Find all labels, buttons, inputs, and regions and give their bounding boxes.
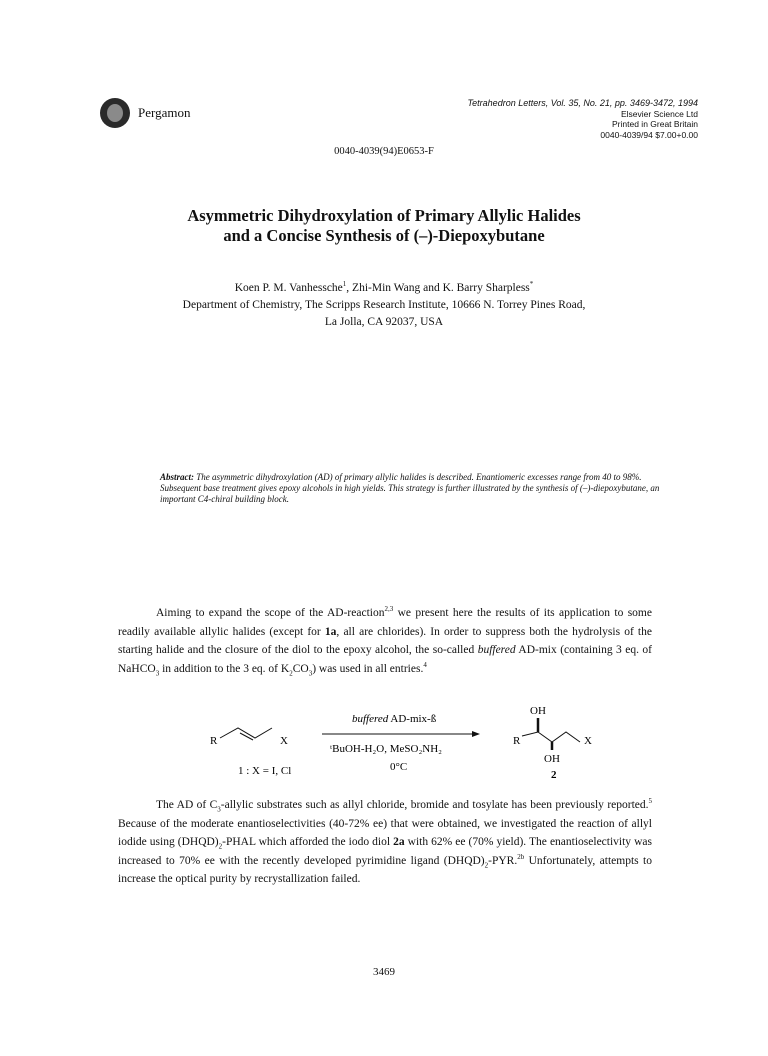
product-skeleton xyxy=(522,732,580,742)
p2-compound-2a: 2a xyxy=(393,836,405,848)
affiliation-line-1: Department of Chemistry, The Scripps Research Institute, 10666 N. Torrey Pines Road, xyxy=(182,299,586,311)
p1-sub-3: 3 xyxy=(308,668,313,677)
affiliation-line-2: La Jolla, CA 92037, USA xyxy=(324,316,444,328)
p1-sub-2: 2 xyxy=(289,668,293,677)
author-footnote-mark: 1 xyxy=(342,280,347,289)
reactant-x-label: X xyxy=(280,735,288,747)
reagent-temperature: 0°C xyxy=(390,761,408,773)
product-label: 2 xyxy=(551,769,557,781)
p2-sub-3: 2 xyxy=(484,860,489,869)
p1-italic: buffered xyxy=(477,644,516,656)
p2-sub-1: 3 xyxy=(217,805,221,814)
p1-text-a: Aiming to expand the scope of the AD-reaction xyxy=(156,607,385,619)
author-rest: , Zhi-Min Wang and K. Barry Sharpless xyxy=(346,282,530,294)
journal-publisher: Elsevier Science Ltd xyxy=(620,108,698,119)
reagent-buffered: buffered xyxy=(352,713,389,725)
journal-price: 0040-4039/94 $7.00+0.00 xyxy=(600,129,698,140)
p2-ref-2: 2b xyxy=(517,852,525,861)
p1-text-e: in addition to the 3 eq. of K xyxy=(159,662,290,675)
p1-ref-1: 2,3 xyxy=(384,605,394,614)
reactant-r-label: R xyxy=(210,735,218,747)
author-block xyxy=(0,280,768,331)
author-list xyxy=(0,280,768,297)
journal-citation: Tetrahedron Letters, Vol. 35, No. 21, pp. 3469-3472, 1994 xyxy=(467,98,698,108)
title-line-1: Asymmetric Dihydroxylation of Primary Allylic Halides xyxy=(187,206,581,225)
author-first: Koen P. M. Vanhessche xyxy=(234,282,343,294)
abstract xyxy=(160,472,680,505)
p1-sub-1: 3 xyxy=(155,668,160,677)
article-title xyxy=(0,206,768,246)
product-oh-top: OH xyxy=(530,705,546,717)
p2-text-g: Unfortunately, attempts to increase the optical purity by recrystallization failed. xyxy=(118,854,652,885)
p2-text-f: -PYR. xyxy=(488,854,518,867)
title-line-2: and a Concise Synthesis of (–)-Diepoxybutane xyxy=(223,226,545,245)
p2-text-d: -PHAL which afforded the iodo diol xyxy=(222,836,394,848)
p2-sub-2: 2 xyxy=(218,842,223,851)
p2-text-a: The AD of C xyxy=(156,799,218,811)
product-r-label: R xyxy=(513,735,521,747)
p2-text-c: Because of the moderate enantioselectivities (40-72% ee) that were obtained, we investigated the reaction of allyl iodide using (DHQD) xyxy=(118,817,652,848)
p1-text-b: we present here the results of its application to some readily available allylic halides (except for xyxy=(118,607,652,638)
journal-printed: Printed in Great Britain xyxy=(612,119,698,129)
doi: 0040-4039(94)E0653-F xyxy=(334,146,434,157)
arrow-head xyxy=(472,731,480,737)
p2-ref-1: 5 xyxy=(648,797,653,806)
product-oh-bottom: OH xyxy=(544,753,560,765)
p1-compound-1a: 1a xyxy=(324,625,337,638)
corresponding-mark: * xyxy=(529,280,534,289)
publisher-name: Pergamon xyxy=(138,105,191,120)
reactant-label: 1 : X = I, Cl xyxy=(238,765,292,777)
reactant-double-bond xyxy=(240,733,253,740)
abstract-label: Abstract: xyxy=(160,472,195,482)
reagent-admix: AD-mix-ß xyxy=(388,713,437,725)
p1-text-d: AD-mix (containing 3 eq. of NaHCO xyxy=(118,644,652,675)
p1-text-f: CO xyxy=(292,662,309,675)
reagent-solvent: ᵗBuOH-H₂O, MeSO₂NH₂ xyxy=(330,743,442,755)
reagent-top xyxy=(352,713,437,725)
abstract-text: The asymmetric dihydroxylation (AD) of primary allylic halides is described. Enantiomeric excesses range from 40 to 98%. Subsequent base treatment gives epoxy alcohols in high yields. This strategy is further illustrated by the synthesis of (–)-diepoxybutane, an important C4-chiral building block. xyxy=(160,472,660,504)
p2-text-e: with 62% ee (70% yield). The enantioselectivity was increased to 70% ee with the recently developed pyrimidine ligand (DHQD) xyxy=(118,836,652,867)
body-paragraph-1 xyxy=(118,604,652,678)
p1-text-c: , all are chlorides). In order to suppress both the hydrolysis of the starting halide and the closure of the diol to the epoxy alcohol, the so-called xyxy=(118,625,652,656)
p1-text-g: ) was used in all entries. xyxy=(312,662,424,675)
p2-text-b: -allylic substrates such as allyl chloride, bromide and tosylate has been previously reported. xyxy=(220,799,649,811)
p1-ref-2: 4 xyxy=(423,660,427,669)
page-number: 3469 xyxy=(373,966,395,978)
journal-info xyxy=(468,98,699,140)
logo-tree-icon xyxy=(107,104,123,122)
body-paragraph-2 xyxy=(118,796,652,889)
product-x-label: X xyxy=(584,735,592,747)
